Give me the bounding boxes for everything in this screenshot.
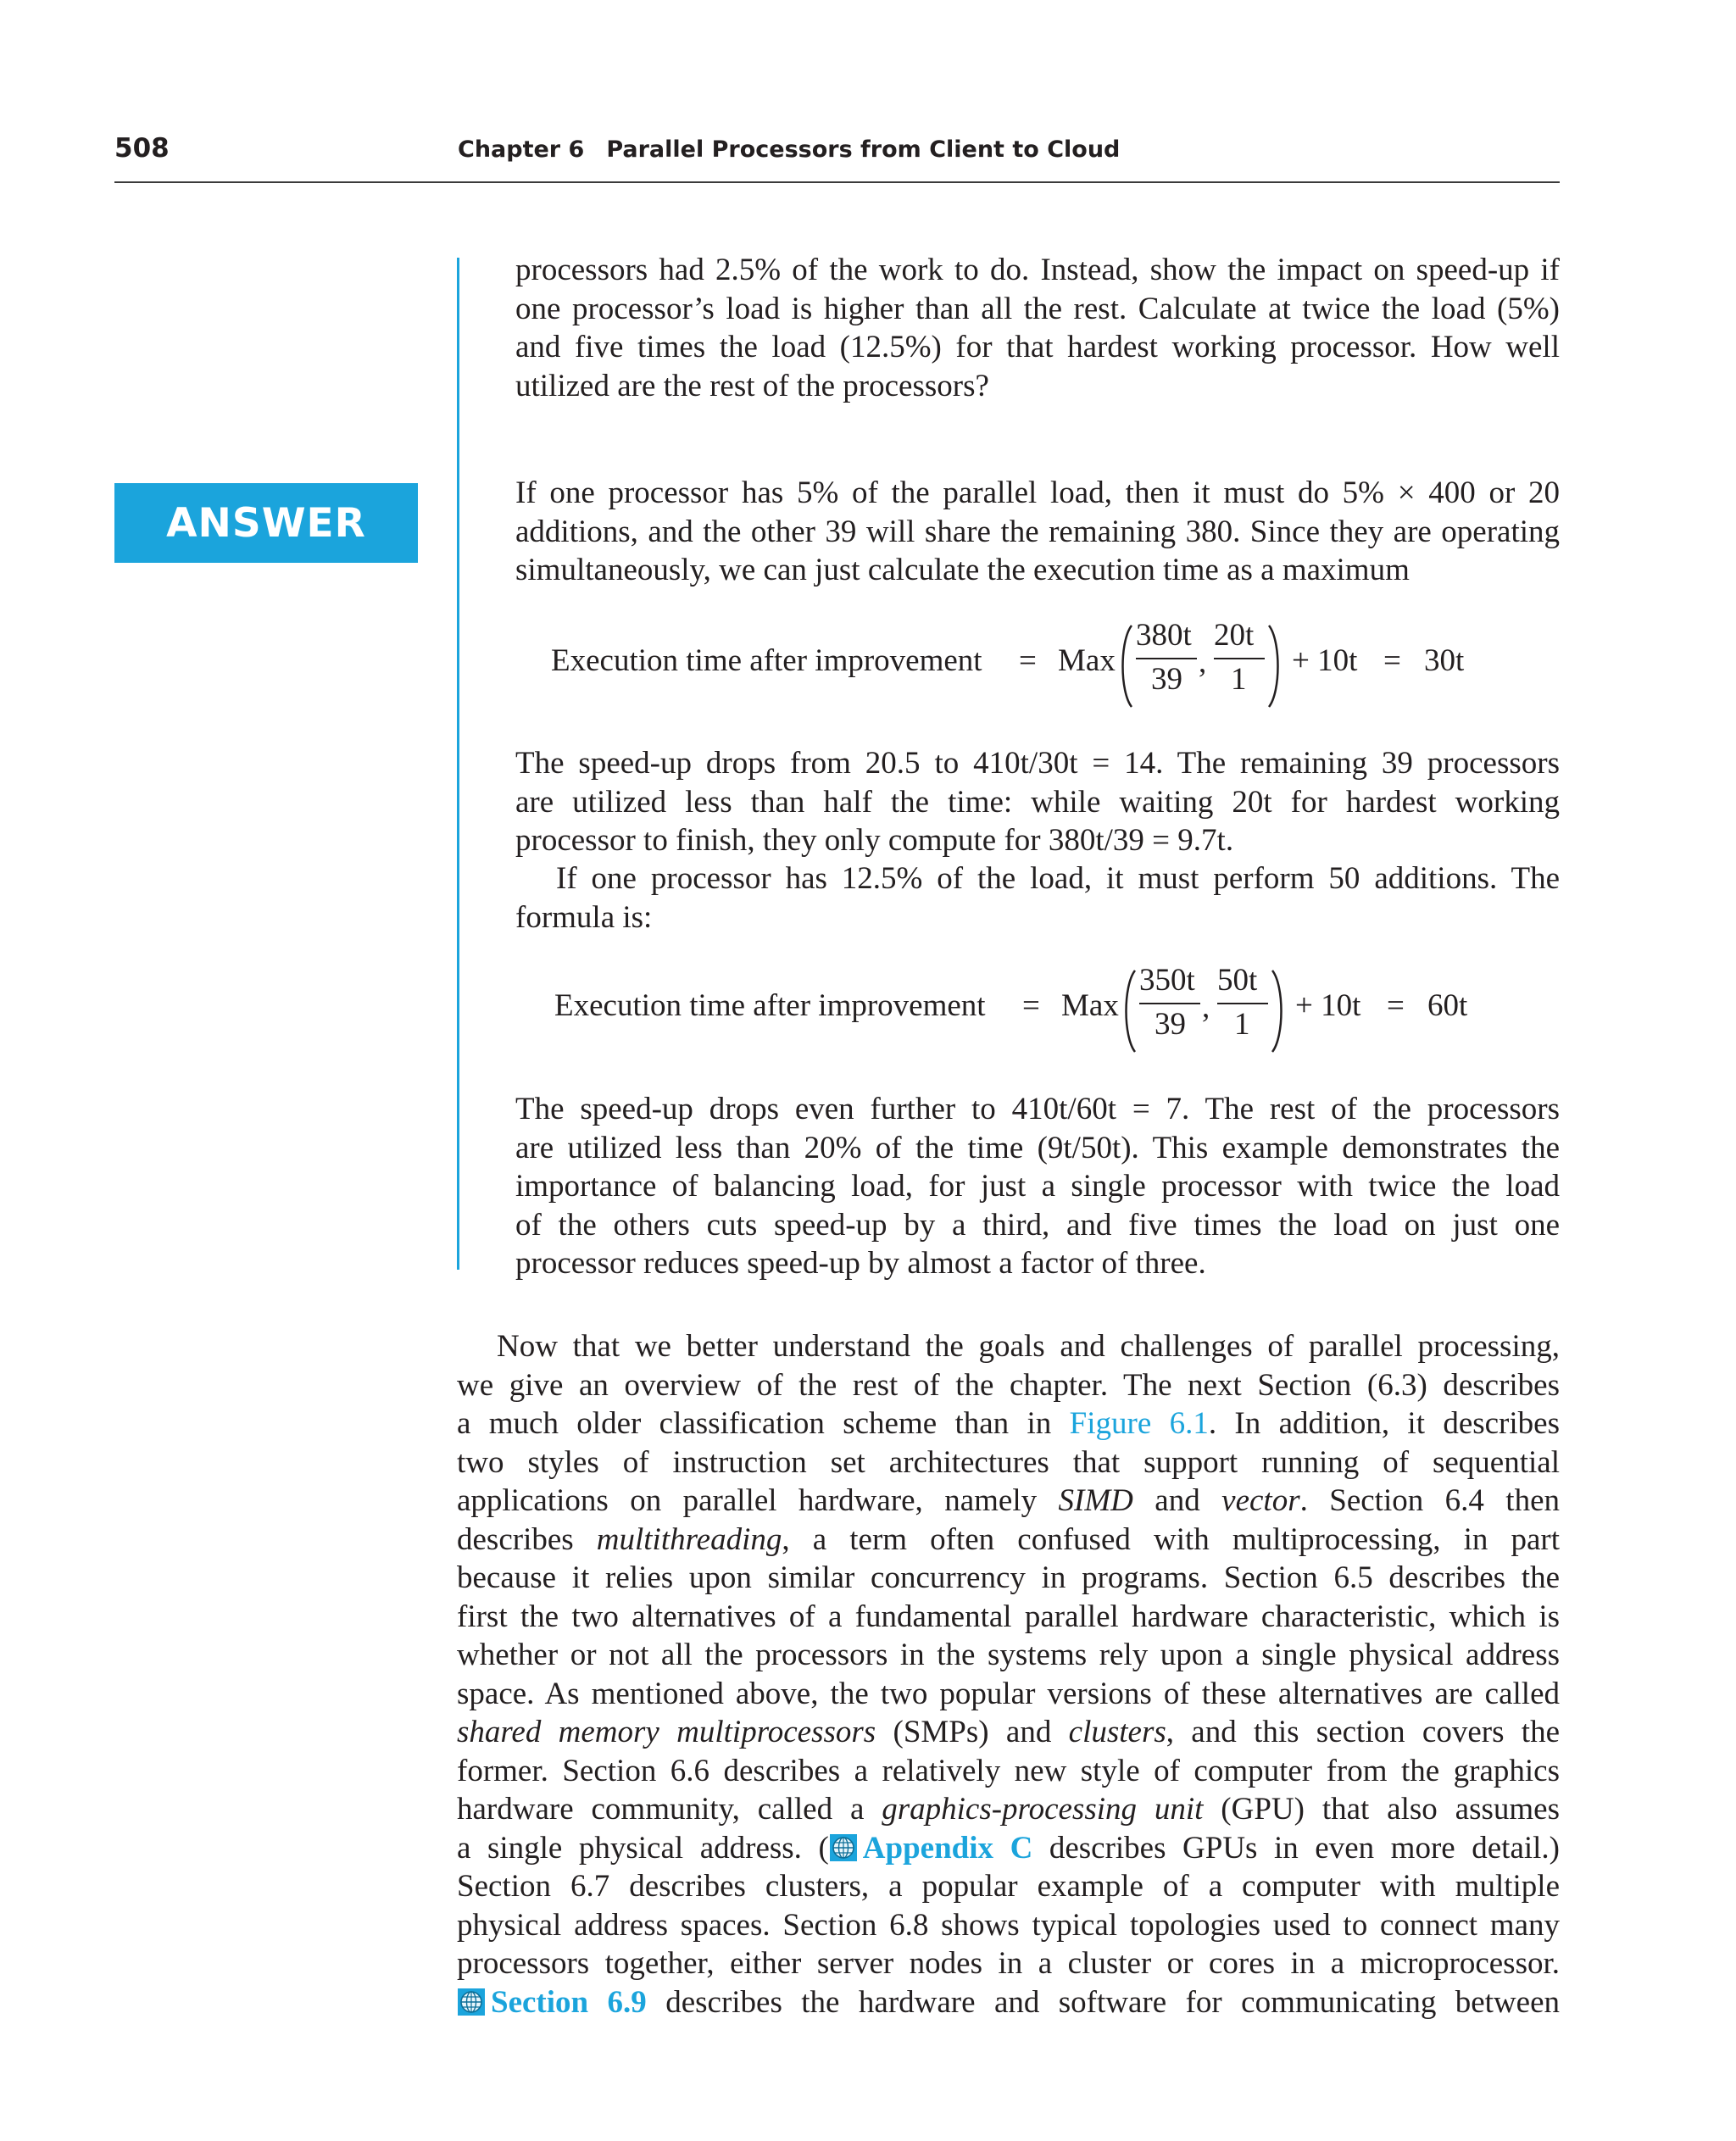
section-6-9-link[interactable]: Section 6.9 (491, 1984, 647, 2020)
globe-icon (457, 1988, 486, 2016)
answer-label: ANSWER (114, 483, 418, 563)
answer-paragraph-3: If one processor has 12.5% of the load, it must perform 50 additions. The (556, 861, 1560, 896)
fraction-bar (1136, 658, 1197, 659)
figure-link[interactable]: Figure 6.1 (1069, 1406, 1209, 1441)
left-paren-icon (1117, 624, 1134, 709)
page-header (114, 129, 1560, 183)
answer-paragraph-1: If one processor has 5% of the parallel load, then it must do 5% × 400 or 20 additions, and the other 39 will share the remaining 380. Since they are operating simultaneously, we can just calculate the execution time as a maximum (515, 475, 1560, 587)
fraction-bar (1217, 1003, 1268, 1004)
right-paren-icon (1266, 624, 1283, 709)
globe-icon (829, 1833, 858, 1862)
running-head (458, 136, 1120, 163)
answer-paragraph-3-cont: formula is: (515, 900, 653, 935)
chapter-title: Parallel Processors from Client to Cloud (606, 136, 1121, 163)
chapter-label: Chapter 6 (458, 136, 585, 163)
fraction-bar (1139, 1003, 1200, 1004)
body-paragraph: Now that we better understand the goals and challenges of parallel processing, we give an overview of the rest of the chapter. The next Section (6.3) describes a much older classification scheme than in Figure 6.1. In addition, it describes two styles of instruction set architectures that support running of sequential applications on parallel hardware, namely SIMD and vector. Section 6.4 then describes multithreading, a term often confused with multiprocessing, in part because it relies upon similar concurrency in programs. Section 6.5 describes the first the two alternatives of a fundamental parallel hardware characteristic, which is whether or not all the processors in the systems rely upon a single physical address space. As mentioned above, the two popular versions of these alternatives are called shared memory multiprocessors (SMPs) and clusters, and this section covers the former. Section 6.6 describes a relatively new style of computer from the graphics hardware community, called a graphics-processing unit (GPU) that also assumes a single physical address. ( Appendix C describes GPUs in even more detail.) Section 6.7 describes clusters, a popular example of a computer with multiple physical address spaces. Section 6.8 shows typical topologies used to connect many processors together, either server nodes in a cluster or cores in a microprocessor. Section 6.9 describes the hardware and software for communicating between (457, 1329, 1560, 2020)
fraction-bar (1214, 658, 1265, 659)
answer-paragraph-2: The speed-up drops from 20.5 to 410t/30t = 14. The remaining 39 processors are utilized less than half the time: while waiting 20t for hardest working processor to finish, they only compute for 380t/39 = 9.7t. (515, 746, 1560, 858)
example-margin-rule (457, 258, 459, 1270)
example-question-text: processors had 2.5% of the work to do. Instead, show the impact on speed-up if one processor’s load is higher than all the rest. Calculate at twice the load (5%) and five times the load (12.5%) for that hardest working processor. How well utilized are the rest of the processors? (515, 253, 1560, 403)
appendix-c-link[interactable]: Appendix C (862, 1830, 1033, 1866)
page-number: 508 (114, 133, 170, 164)
answer-paragraph-4: The speed-up drops even further to 410t/60t = 7. The rest of the processors are utilized less than 20% of the time (9t/50t). This example demonstrates the importance of balancing load, for just a single processor with twice the load of the others cuts speed-up by a third, and five times the load on just one processor reduces speed-up by almost a factor of three. (515, 1092, 1560, 1281)
left-paren-icon (1121, 969, 1138, 1054)
right-paren-icon (1270, 969, 1287, 1054)
